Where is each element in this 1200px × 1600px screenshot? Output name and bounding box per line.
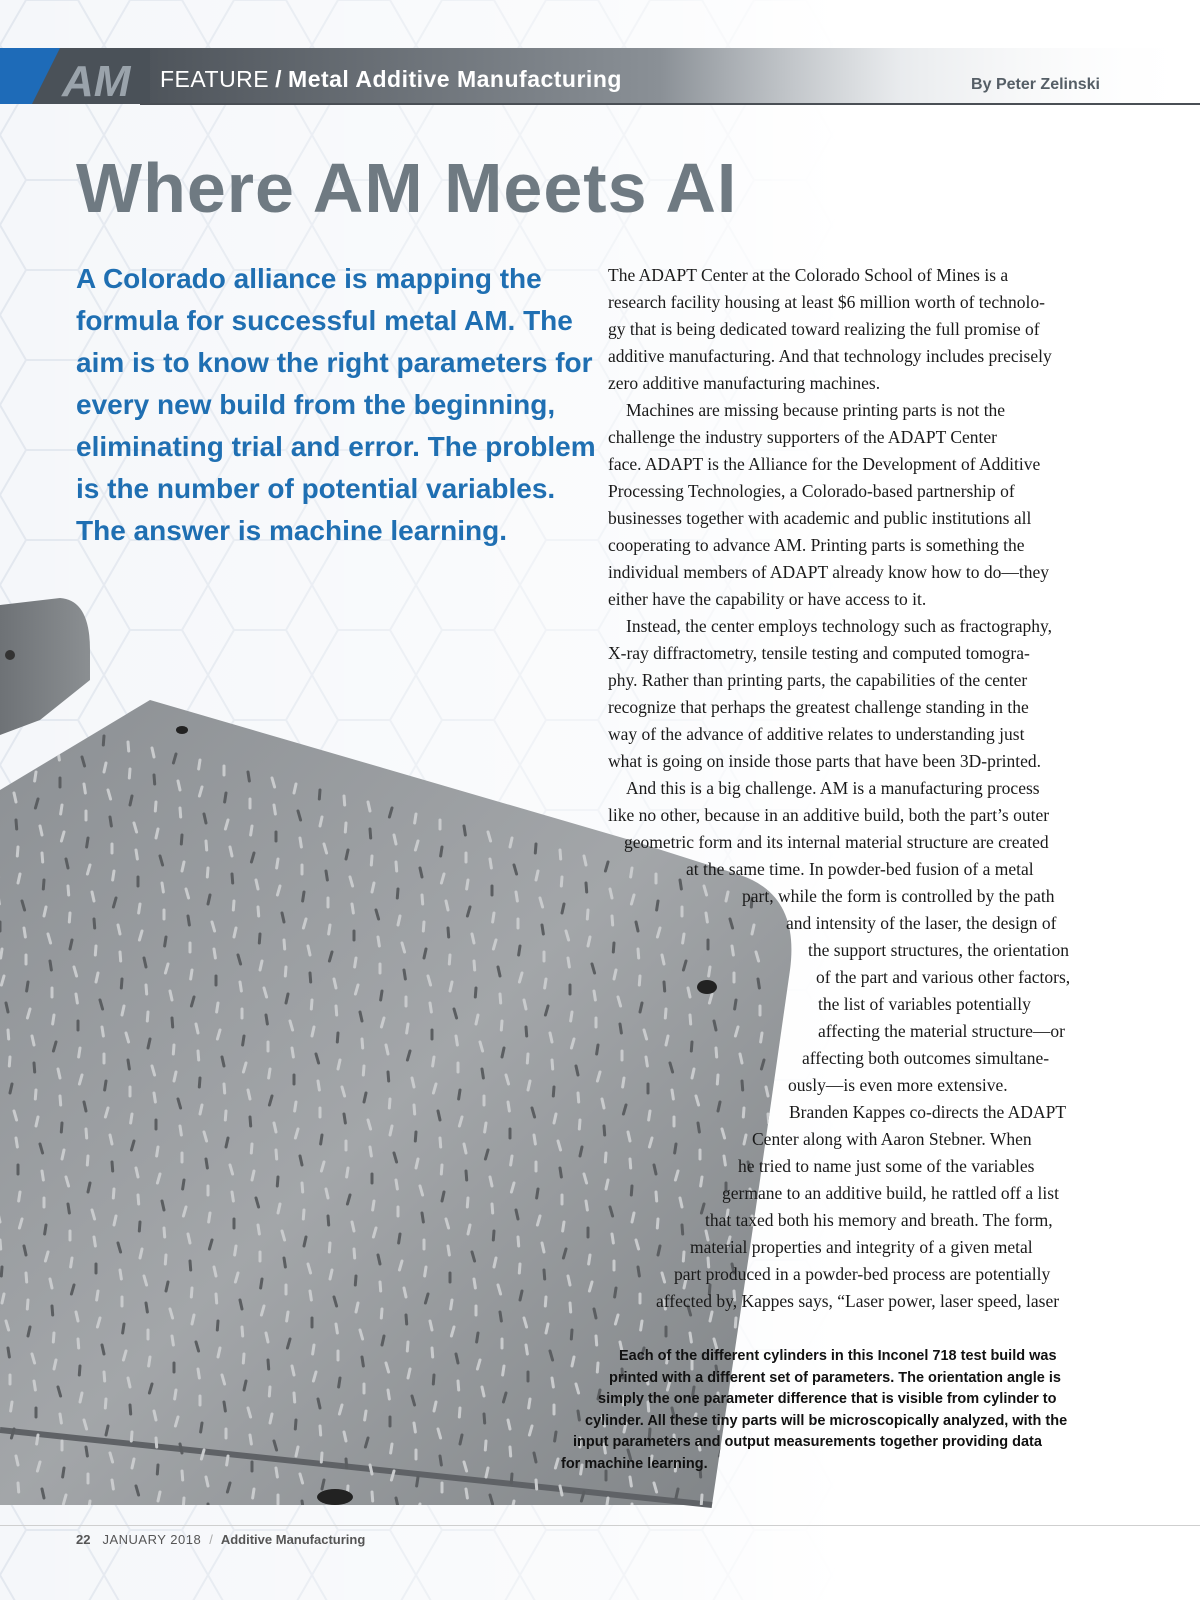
body-line: he tried to name just some of the variables: [738, 1156, 1035, 1176]
caption-line: Each of the different cylinders in this Inconel 718 test build was: [619, 1348, 1057, 1364]
body-line: Branden Kappes co-directs the ADAPT: [789, 1102, 1067, 1122]
page-number: 22: [76, 1532, 91, 1547]
body-line: the support structures, the orientation: [808, 940, 1069, 960]
svg-text:AM: AM: [62, 57, 131, 104]
body-line: way of the advance of additive relates to understanding just: [608, 724, 1025, 744]
body-line: businesses together with academic and public institutions all: [608, 508, 1032, 528]
body-line: what is going on inside those parts that have been 3D-printed.: [608, 751, 1042, 771]
body-line: that taxed both his memory and breath. The form,: [705, 1210, 1053, 1230]
body-line: The ADAPT Center at the Colorado School of Mines is a: [608, 265, 1009, 285]
body-line: Center along with Aaron Stebner. When: [752, 1129, 1032, 1149]
body-line: affected by, Kappes says, “Laser power, laser speed, laser: [656, 1291, 1060, 1311]
article-deck: A Colorado alliance is mapping the formula for successful metal AM. The aim is to know the right parameters for every new build from the beginning, eliminating trial and error. The problem is the number of potential variables. The answer is machine learning.: [76, 263, 596, 546]
section-separator: /: [275, 66, 283, 92]
section-name: FEATURE: [160, 66, 270, 92]
body-line: challenge the industry supporters of the ADAPT Center: [608, 427, 997, 447]
body-line: affecting both outcomes simultane-: [802, 1048, 1050, 1068]
footer-rule: [0, 1525, 1200, 1526]
body-line: individual members of ADAPT already know how to do—they: [608, 562, 1050, 582]
caption-line: simply the one parameter difference that is visible from cylinder to: [598, 1391, 1057, 1407]
body-line: And this is a big challenge. AM is a manufacturing process: [626, 778, 1040, 798]
body-line: Machines are missing because printing parts is not the: [626, 400, 1006, 420]
issue-date: JANUARY 2018: [102, 1532, 202, 1547]
body-line: recognize that perhaps the greatest challenge standing in the: [608, 697, 1029, 717]
caption-line: input parameters and output measurements together providing data: [573, 1434, 1042, 1450]
caption-line: cylinder. All these tiny parts will be microscopically analyzed, with the: [585, 1412, 1068, 1429]
body-line: at the same time. In powder-bed fusion of a metal: [686, 859, 1034, 879]
body-line: research facility housing at least $6 million worth of technolo-: [608, 292, 1045, 312]
body-line: Processing Technologies, a Colorado-based partnership of: [608, 481, 1015, 501]
body-line: and intensity of the laser, the design of: [786, 913, 1057, 933]
article-headline: Where AM Meets AI: [76, 149, 738, 227]
body-line: face. ADAPT is the Alliance for the Development of Additive: [608, 454, 1041, 474]
section-topic: Metal Additive Manufacturing: [288, 66, 622, 92]
body-line: germane to an additive build, he rattled off a list: [722, 1183, 1059, 1203]
publication-name: Additive Manufacturing: [220, 1532, 366, 1547]
body-line: either have the capability or have access to it.: [608, 589, 927, 609]
body-line: cooperating to advance AM. Printing parts is something the: [608, 535, 1025, 555]
author-byline: By Peter Zelinski: [971, 76, 1100, 93]
body-line: gy that is being dedicated toward realizing the full promise of: [608, 319, 1040, 339]
caption-line: for machine learning.: [561, 1455, 708, 1472]
body-line: the list of variables potentially: [818, 994, 1031, 1014]
body-line: zero additive manufacturing machines.: [608, 373, 881, 393]
caption-line: printed with a different set of parameters. The orientation angle is: [609, 1369, 1061, 1386]
body-line: geometric form and its internal material structure are created: [624, 832, 1049, 852]
body-line: affecting the material structure—or: [818, 1021, 1065, 1041]
body-line: of the part and various other factors,: [816, 967, 1071, 987]
body-line: like no other, because in an additive build, both the part’s outer: [608, 805, 1050, 825]
body-line: Instead, the center employs technology such as fractography,: [626, 616, 1053, 636]
body-line: phy. Rather than printing parts, the capabilities of the center: [608, 670, 1028, 690]
body-line: ously—is even more extensive.: [788, 1075, 1008, 1095]
body-line: X-ray diffractometry, tensile testing and computed tomogra-: [608, 643, 1030, 663]
footer-separator: /: [209, 1532, 213, 1547]
body-line: part produced in a powder-bed process are potentially: [674, 1264, 1051, 1284]
body-line: additive manufacturing. And that technology includes precisely: [608, 346, 1052, 366]
page-footer: [76, 1532, 365, 1547]
body-line: part, while the form is controlled by the path: [742, 886, 1055, 906]
body-line: material properties and integrity of a given metal: [690, 1237, 1033, 1257]
